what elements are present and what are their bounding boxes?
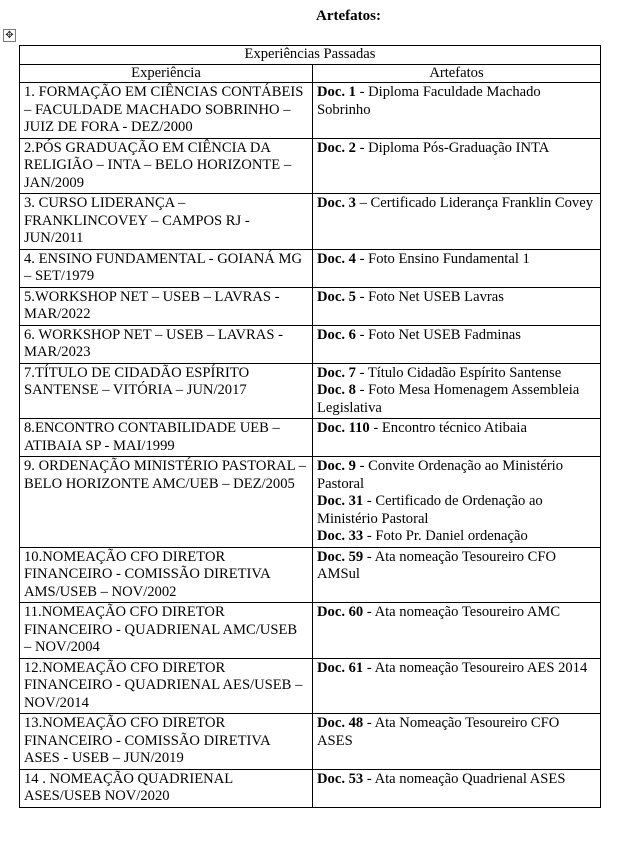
artifacts-cell <box>313 325 601 363</box>
table-row <box>20 547 601 603</box>
artifact-description: Diploma Faculdade Machado Sobrinho <box>317 84 541 118</box>
experience-cell: 4. ENSINO FUNDAMENTAL - GOIANÁ MG – SET/1979 <box>20 249 313 287</box>
artifact-entry <box>317 528 596 546</box>
artifact-entry <box>317 289 596 307</box>
table-row <box>20 287 601 325</box>
experience-cell: 13.NOMEAÇÃO CFO DIRETOR FINANCEIRO - COMISSÃO DIRETIVA ASES - USEB – JUN/2019 <box>20 714 313 770</box>
artifact-separator: - <box>355 326 369 343</box>
artifact-entry <box>317 327 596 345</box>
table-header-row <box>20 64 601 83</box>
artifacts-cell <box>313 138 601 194</box>
artifact-entry <box>317 660 596 678</box>
artifact-doc-number: Doc. 110 <box>317 420 370 436</box>
artifacts-cell <box>313 287 601 325</box>
artifact-entry <box>317 458 596 493</box>
experience-cell: 5.WORKSHOP NET – USEB – LAVRAS -MAR/2022 <box>20 287 313 325</box>
table-row <box>20 138 601 194</box>
artifact-doc-number: Doc. 2 <box>317 139 356 156</box>
artifact-description: Foto Ensino Fundamental 1 <box>368 250 530 267</box>
artifact-entry <box>317 84 596 119</box>
table-row <box>20 419 601 457</box>
experience-cell: 11.NOMEAÇÃO CFO DIRETOR FINANCEIRO - QUADRIENAL AMC/USEB – NOV/2004 <box>20 603 313 659</box>
artifact-separator: - <box>363 659 375 676</box>
artifact-entry <box>317 604 596 622</box>
table-row <box>20 457 601 548</box>
artifact-description: Ata nomeação Quadrienal ASES <box>374 770 566 787</box>
artifact-doc-number: Doc. 33 <box>317 528 364 544</box>
artifact-description: Ata nomeação Tesoureiro AES 2014 <box>374 659 588 676</box>
artifact-doc-number: Doc. 48 <box>317 715 364 731</box>
artifact-description: Foto Net USEB Lavras <box>368 288 504 305</box>
artifacts-cell <box>313 714 601 770</box>
artifact-entry <box>317 382 596 417</box>
artifact-doc-number: Doc. 31 <box>317 493 364 509</box>
artifacts-column-header: Artefatos <box>313 64 601 83</box>
artifact-separator: - <box>355 364 368 381</box>
artifact-entry <box>317 715 596 750</box>
artifacts-cell <box>313 194 601 250</box>
artifact-entry <box>317 365 596 383</box>
artifacts-cell <box>313 658 601 714</box>
artifact-doc-number: Doc. 7 <box>317 364 356 381</box>
table-title: Experiências Passadas <box>20 46 601 65</box>
artifact-description: Foto Pr. Daniel ordenação <box>375 528 528 544</box>
artifact-separator: – <box>355 195 371 211</box>
artifact-separator: - <box>363 715 375 731</box>
experience-cell: 1. FORMAÇÃO EM CIÊNCIAS CONTÁBEIS – FACULDADE MACHADO SOBRINHO – JUIZ DE FORA - DEZ/2000 <box>20 83 313 139</box>
artifact-separator: - <box>355 84 369 100</box>
table-row <box>20 83 601 139</box>
artifact-separator: - <box>363 604 375 620</box>
experience-cell: 9. ORDENAÇÃO MINISTÉRIO PASTORAL – BELO HORIZONTE AMC/UEB – DEZ/2005 <box>20 457 313 548</box>
artifacts-cell <box>313 547 601 603</box>
artifacts-cell <box>313 249 601 287</box>
experience-cell: 14 . NOMEAÇÃO QUADRIENAL ASES/USEB NOV/2020 <box>20 769 313 807</box>
artifact-separator: - <box>355 288 369 305</box>
artifacts-cell <box>313 769 601 807</box>
experiences-table <box>19 45 601 808</box>
artifact-doc-number: Doc. 4 <box>317 250 356 267</box>
artifact-description: Foto Net USEB Fadminas <box>368 326 521 343</box>
experience-cell: 3. CURSO LIDERANÇA – FRANKLINCOVEY – CAMPOS RJ - JUN/2011 <box>20 194 313 250</box>
artifacts-cell <box>313 83 601 139</box>
artifact-separator: - <box>355 139 369 156</box>
artifact-doc-number: Doc. 60 <box>317 604 364 620</box>
artifact-entry <box>317 195 596 213</box>
table-move-handle-icon[interactable]: ✥ <box>3 29 16 42</box>
experience-cell: 10.NOMEAÇÃO CFO DIRETOR FINANCEIRO - COMISSÃO DIRETIVA AMS/USEB – NOV/2002 <box>20 547 313 603</box>
artifact-description: Certificado Liderança Franklin Covey <box>370 195 593 211</box>
artifact-entry <box>317 140 596 158</box>
table-title-row <box>20 46 601 65</box>
experience-cell: 12.NOMEAÇÃO CFO DIRETOR FINANCEIRO - QUADRIENAL AES/USEB – NOV/2014 <box>20 658 313 714</box>
artifact-separator: - <box>355 382 369 398</box>
artifact-description: Certificado de Ordenação ao Ministério Pastoral <box>317 493 543 527</box>
artifact-doc-number: Doc. 1 <box>317 84 356 100</box>
experience-cell: 7.TÍTULO DE CIDADÃO ESPÍRITO SANTENSE – VITÓRIA – JUN/2017 <box>20 363 313 419</box>
experience-cell: 2.PÓS GRADUAÇÃO EM CIÊNCIA DA RELIGIÃO – INTA – BELO HORIZONTE – JAN/2009 <box>20 138 313 194</box>
table-row <box>20 769 601 807</box>
page-heading: Artefatos: <box>316 8 381 24</box>
artifact-description: Título Cidadão Espírito Santense <box>367 364 562 381</box>
artifact-description: Ata Nomeação Tesoureiro CFO ASES <box>317 715 560 749</box>
artifact-separator: - <box>363 548 375 565</box>
artifact-description: Foto Mesa Homenagem Assembleia Legislativa <box>317 382 580 416</box>
table-row <box>20 714 601 770</box>
artifacts-cell <box>313 457 601 548</box>
table-row <box>20 603 601 659</box>
artifact-description: Convite Ordenação ao Ministério Pastoral <box>317 458 564 492</box>
experience-cell: 8.ENCONTRO CONTABILIDADE UEB – ATIBAIA SP - MAI/1999 <box>20 419 313 457</box>
experience-cell: 6. WORKSHOP NET – USEB – LAVRAS -MAR/2023 <box>20 325 313 363</box>
table-body <box>20 83 601 808</box>
artifact-description: Ata nomeação Tesoureiro CFO AMSul <box>317 548 557 582</box>
artifact-doc-number: Doc. 8 <box>317 382 356 398</box>
artifact-entry <box>317 549 596 584</box>
artifact-description: Ata nomeação Tesoureiro AMC <box>374 604 561 620</box>
artifacts-cell <box>313 363 601 419</box>
artifact-doc-number: Doc. 3 <box>317 195 356 211</box>
artifact-doc-number: Doc. 53 <box>317 770 364 787</box>
artifact-separator: - <box>363 493 376 509</box>
artifact-separator: - <box>355 250 369 267</box>
artifact-entry <box>317 493 596 528</box>
artifact-separator: - <box>355 458 369 474</box>
artifact-doc-number: Doc. 61 <box>317 659 364 676</box>
artifact-doc-number: Doc. 6 <box>317 326 356 343</box>
artifact-separator: - <box>369 420 382 436</box>
artifact-entry <box>317 251 596 269</box>
artifact-doc-number: Doc. 5 <box>317 288 356 305</box>
artifacts-cell <box>313 419 601 457</box>
table-row <box>20 325 601 363</box>
table-row <box>20 363 601 419</box>
artifact-description: Diploma Pós-Graduação INTA <box>368 139 550 156</box>
experience-column-header: Experiência <box>20 64 313 83</box>
artifact-separator: - <box>363 770 375 787</box>
artifact-entry <box>317 420 596 438</box>
table-row <box>20 249 601 287</box>
table-row <box>20 194 601 250</box>
artifact-doc-number: Doc. 59 <box>317 548 364 565</box>
table-row <box>20 658 601 714</box>
artifact-entry <box>317 771 596 789</box>
artifact-description: Encontro técnico Atibaia <box>381 420 527 436</box>
artifact-doc-number: Doc. 9 <box>317 458 356 474</box>
artifact-separator: - <box>363 528 376 544</box>
artifacts-cell <box>313 603 601 659</box>
